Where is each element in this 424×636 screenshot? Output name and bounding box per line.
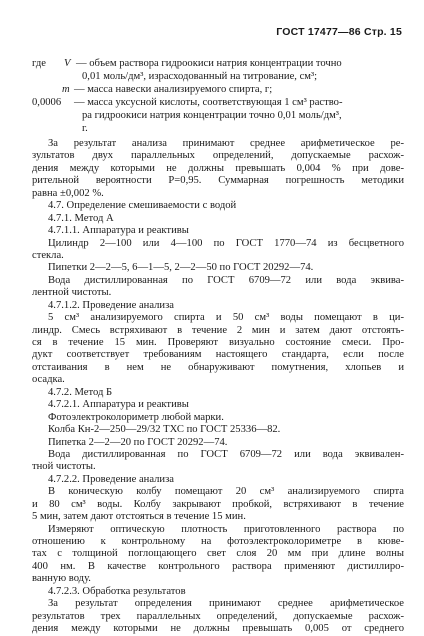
body-line: ся в течение 15 мин. Проверяют визуально состояние смеси. Про- xyxy=(32,337,404,348)
body-line: За результат анализа принимают среднее арифметическое ре- xyxy=(48,138,404,149)
body-line: Колба Кн-2—250—29/32 ТХС по ГОСТ 25336—82. xyxy=(48,424,281,435)
body-line: Измеряют оптическую плотность приготовленного раствора по xyxy=(48,523,404,535)
body-line: В коническую колбу помещают 20 см³ анализируемого спирта xyxy=(48,486,404,498)
body-line: дения между которыми не должны превышать 0,005 от среднего xyxy=(32,623,404,634)
def-m-text: — масса навески анализируемого спирта, г; xyxy=(74,84,273,95)
body-line: стекла. xyxy=(32,249,64,261)
body-line: зультатов двух параллельных определений, допускаемые расхож- xyxy=(32,150,404,162)
section-heading: 4.7. Определение смешиваемости с водой xyxy=(48,200,237,212)
body-line: Пипетки 2—2—5, 6—1—5, 2—2—50 по ГОСТ 20292—74. xyxy=(48,262,314,274)
def-var-m: m xyxy=(62,84,70,95)
def-var-v: V xyxy=(64,58,71,69)
body-line: Пипетка 2—2—20 по ГОСТ 20292—74. xyxy=(48,436,228,448)
def-where-label: где xyxy=(32,58,46,69)
def-v-text: — объем раствора гидроокиси натрия концентрации точно xyxy=(76,58,342,69)
def-v-text-cont: 0,01 моль/дм³, израсходованный на титрование, см³; xyxy=(82,71,318,82)
body-line: дения между которыми не должны превышать 0,004 % при дове- xyxy=(32,162,404,174)
section-heading: 4.7.1.1. Аппаратура и реактивы xyxy=(48,225,189,237)
body-line: тной чистоты. xyxy=(32,461,96,473)
body-line: ванную воду. xyxy=(32,573,91,585)
body-line: Фотоэлектроколориметр любой марки. xyxy=(48,411,224,423)
body-line: лентной чистоты. xyxy=(32,287,112,299)
section-heading: 4.7.1. Метод А xyxy=(48,212,114,224)
body-line: За результат определения принимают среднее арифметическое xyxy=(48,598,404,610)
body-line: отстаивания в нем не обнаруживают помутнения, хлопьев и xyxy=(32,361,404,373)
section-heading: 4.7.2.1. Аппаратура и реактивы xyxy=(48,399,189,411)
body-line: равна ±0,002 %. xyxy=(32,187,104,199)
def-const-label: 0,0006 xyxy=(32,97,62,108)
def-const-text: — масса уксусной кислоты, соответствующая 1 см³ раство- xyxy=(74,97,343,108)
body-line: Вода дистиллированная по ГОСТ 6709—72 или вода эквивален- xyxy=(48,448,404,460)
section-heading: 4.7.2.3. Обработка результатов xyxy=(48,585,186,597)
section-heading: 4.7.1.2. Проведение анализа xyxy=(48,299,174,311)
section-heading: 4.7.2.2. Проведение анализа xyxy=(48,473,174,485)
body-line: осадка. xyxy=(32,374,65,386)
body-line: результатов трех параллельных определений, допускаемые расхож- xyxy=(32,610,404,622)
body-line: 5 см³ анализируемого спирта и 50 см³ воды помещают в ци- xyxy=(48,312,404,324)
def-const-text-cont: ра гидроокиси натрия концентрации точно 0,01 моль/дм³, xyxy=(82,110,342,121)
body-line: Цилиндр 2—100 или 4—100 по ГОСТ 1770—74 из бесцветного xyxy=(48,237,404,249)
body-line: Вода дистиллированная по ГОСТ 6709—72 или вода эквива- xyxy=(48,274,404,286)
body-line: тах с толщиной поглощающего свет слоя 20 мм при длине волны xyxy=(32,548,404,560)
page-header: ГОСТ 17477—86 Стр. 15 xyxy=(276,26,402,38)
body-line: 5 мин, затем дают отстояться в течение 15 мин. xyxy=(32,511,246,523)
body-line: рительной вероятности P=0,95. Суммарная погрешность методики xyxy=(32,175,404,187)
body-line: 400 нм. В качестве контрольного раствора применяют дистиллиро- xyxy=(32,560,404,572)
body-line: и 80 см³ воды. Колбу закрывают пробкой, встряхивают в течение xyxy=(32,498,404,510)
body-line: дукт соответствует требованиям настоящего стандарта, если после xyxy=(32,349,404,361)
body-line: линдр. Смесь встряхивают в течение 2 мин и затем дают отстоять- xyxy=(32,324,404,336)
body-line: отношению к контрольному на фотоэлектроколориметре в кюве- xyxy=(32,535,404,547)
section-heading: 4.7.2. Метод Б xyxy=(48,386,113,398)
def-const-unit: г. xyxy=(82,123,88,134)
